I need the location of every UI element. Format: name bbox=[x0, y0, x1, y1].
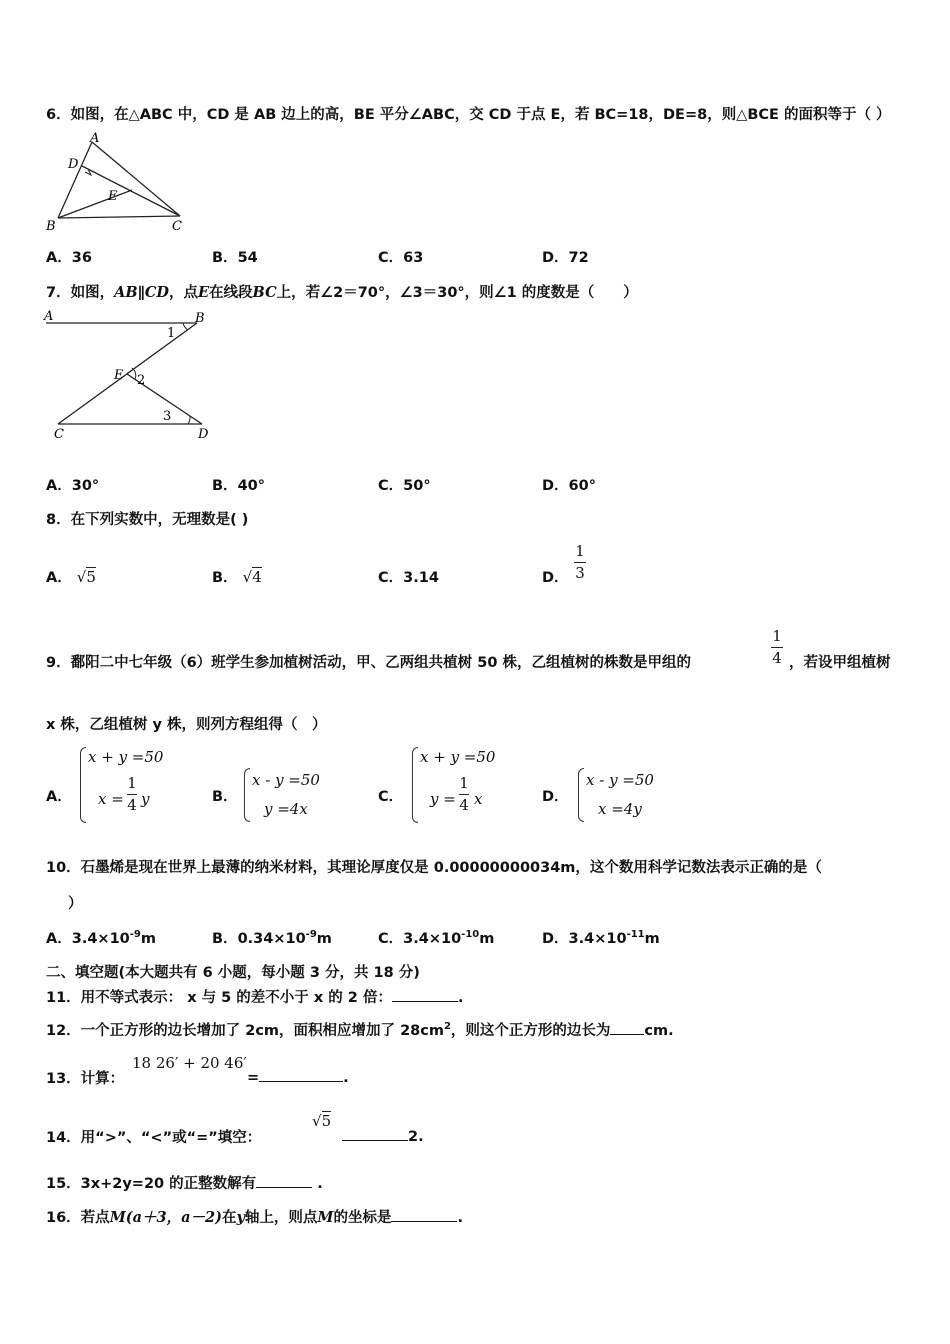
q14-text: 14．用“>”、“<”或“=”填空： bbox=[46, 1130, 262, 1146]
q6-label-d: D bbox=[68, 157, 79, 172]
q7-label-d: D bbox=[198, 427, 209, 442]
q7-angle-3: 3 bbox=[163, 409, 172, 424]
brace-icon bbox=[244, 768, 250, 822]
q6-label-a: A bbox=[90, 131, 100, 146]
q9-a-eq1: x + y =50 bbox=[88, 748, 164, 766]
sqrt-icon: √ bbox=[242, 568, 253, 586]
q14-answer-blank[interactable] bbox=[342, 1126, 408, 1141]
q6-figure bbox=[40, 130, 200, 235]
brace-icon bbox=[80, 747, 86, 823]
q8-text: 8．在下列实数中，无理数是( ) bbox=[46, 512, 249, 528]
q14-sqrt5: √5 bbox=[312, 1112, 332, 1130]
q9-fraction: 1 4 bbox=[772, 627, 782, 667]
q10-option-d[interactable]: D．$3.4\times 10^{-11}m$ bbox=[542, 929, 660, 947]
q16-text: 16．若点M(a＋3，a－2)在y轴上，则点M的坐标是 . bbox=[46, 1209, 463, 1226]
q7-figure bbox=[40, 306, 225, 446]
q9-b-eq2: y =4x bbox=[264, 800, 308, 818]
q9-line2: x 株，乙组植树 y 株，则列方程组得（ ） bbox=[46, 717, 327, 733]
q6-option-c[interactable]: C．63 bbox=[378, 250, 424, 266]
q9-a-fraction: 1 4 bbox=[127, 774, 137, 814]
q16-answer-blank[interactable] bbox=[391, 1207, 457, 1222]
brace-icon bbox=[412, 747, 418, 823]
q8-option-d[interactable]: D． bbox=[542, 570, 569, 586]
section-title: 二、填空题(本大题共有 6 小题，每小题 3 分，共 18 分) bbox=[46, 965, 420, 981]
q8-option-d-fraction: 1 3 bbox=[575, 542, 585, 582]
q11-text: 11．用不等式表示： x 与 5 的差不小于 x 的 2 倍： . bbox=[46, 986, 463, 1007]
q7-label-a: A bbox=[44, 309, 54, 324]
q15-answer-blank[interactable] bbox=[256, 1173, 312, 1188]
q6-option-d[interactable]: D．72 bbox=[542, 250, 589, 266]
q13-answer: = . bbox=[247, 1067, 349, 1086]
q12-answer-blank[interactable] bbox=[610, 1020, 644, 1035]
q9-b-eq1: x - y =50 bbox=[252, 771, 320, 789]
q11-answer-blank[interactable] bbox=[392, 987, 458, 1002]
q6-option-b[interactable]: B．54 bbox=[212, 250, 258, 266]
q15-text: 15．3x+2y=20 的正整数解有 . bbox=[46, 1172, 323, 1193]
q9-a-eq2a: x = bbox=[98, 790, 124, 808]
q7-option-d[interactable]: D．60° bbox=[542, 478, 596, 494]
sqrt-icon: √ bbox=[312, 1112, 322, 1130]
q8-option-a[interactable]: A． √5 bbox=[46, 568, 96, 586]
q6-label-e: E bbox=[108, 189, 118, 204]
q6-label-c: C bbox=[172, 219, 182, 234]
q8-option-b[interactable]: B． √4 bbox=[212, 568, 262, 586]
q9-option-b[interactable]: B． bbox=[212, 789, 238, 805]
q10-option-b[interactable]: B．$0.34\times 10^{-9}m$ bbox=[212, 929, 332, 947]
q9-line1: 9．鄱阳二中七年级（6）班学生参加植树活动，甲、乙两组共植树 50 株，乙组植树的株数是甲组的 bbox=[46, 655, 691, 671]
brace-icon bbox=[578, 768, 584, 822]
q12-text: 12．一个正方形的边长增加了 2cm，面积相应增加了 $28cm^2$，则这个正方形的边长为 cm. bbox=[46, 1021, 674, 1039]
q7-angle-1: 1 bbox=[167, 326, 176, 341]
q9-c-eq2b: x bbox=[474, 790, 483, 808]
q7-option-c[interactable]: C．50° bbox=[378, 478, 431, 494]
q10-line2: ） bbox=[68, 896, 83, 912]
q7-label-c: C bbox=[54, 427, 64, 442]
q9-option-c[interactable]: C． bbox=[378, 789, 404, 805]
q9-c-fraction: 1 4 bbox=[459, 774, 469, 814]
q7-text: 7．如图，AB∥CD，点E在线段BC上，若∠2＝70°，∠3＝30°，则∠1 的度数是（ ） bbox=[46, 284, 638, 301]
sqrt-icon: √ bbox=[76, 568, 87, 586]
q9-a-eq2b: y bbox=[141, 790, 150, 808]
q14-answer: 2. bbox=[342, 1126, 424, 1145]
q9-option-d[interactable]: D． bbox=[542, 789, 569, 805]
q9-line1-tail: ，若设甲组植树 bbox=[789, 655, 891, 671]
q13-label: 13．计算： bbox=[46, 1071, 125, 1087]
q8-option-c[interactable]: C．3.14 bbox=[378, 570, 439, 586]
q6-text: 6．如图，在△ABC 中，CD 是 AB 边上的高，BE 平分∠ABC，交 CD 于点 E，若 BC=18，DE=8，则△BCE 的面积等于（ ） bbox=[46, 107, 891, 123]
q7-label-e: E bbox=[114, 368, 124, 383]
q9-c-eq1: x + y =50 bbox=[420, 748, 496, 766]
q10-line1: 10．石墨烯是现在世界上最薄的纳米材料，其理论厚度仅是 0.00000000034m，这个数用科学记数法表示正确的是（ bbox=[46, 860, 822, 876]
q9-d-eq2: x =4y bbox=[598, 800, 642, 818]
q9-d-eq1: x - y =50 bbox=[586, 771, 654, 789]
q9-option-a[interactable]: A． bbox=[46, 789, 72, 805]
q7-angle-2: 2 bbox=[137, 373, 146, 388]
q10-option-c[interactable]: C．$3.4\times 10^{-10}m$ bbox=[378, 929, 495, 947]
q6-label-b: B bbox=[46, 219, 56, 234]
q7-label-b: B bbox=[195, 311, 205, 326]
q13-expression: 18 26′ + 20 46′ bbox=[132, 1054, 247, 1072]
q10-option-a[interactable]: A．$3.4\times 10^{-9}m$ bbox=[46, 929, 156, 947]
q9-c-eq2a: y = bbox=[430, 790, 456, 808]
q6-option-a[interactable]: A．36 bbox=[46, 250, 92, 266]
q7-option-b[interactable]: B．40° bbox=[212, 478, 265, 494]
q13-answer-blank[interactable] bbox=[259, 1067, 343, 1082]
q7-option-a[interactable]: A．30° bbox=[46, 478, 100, 494]
